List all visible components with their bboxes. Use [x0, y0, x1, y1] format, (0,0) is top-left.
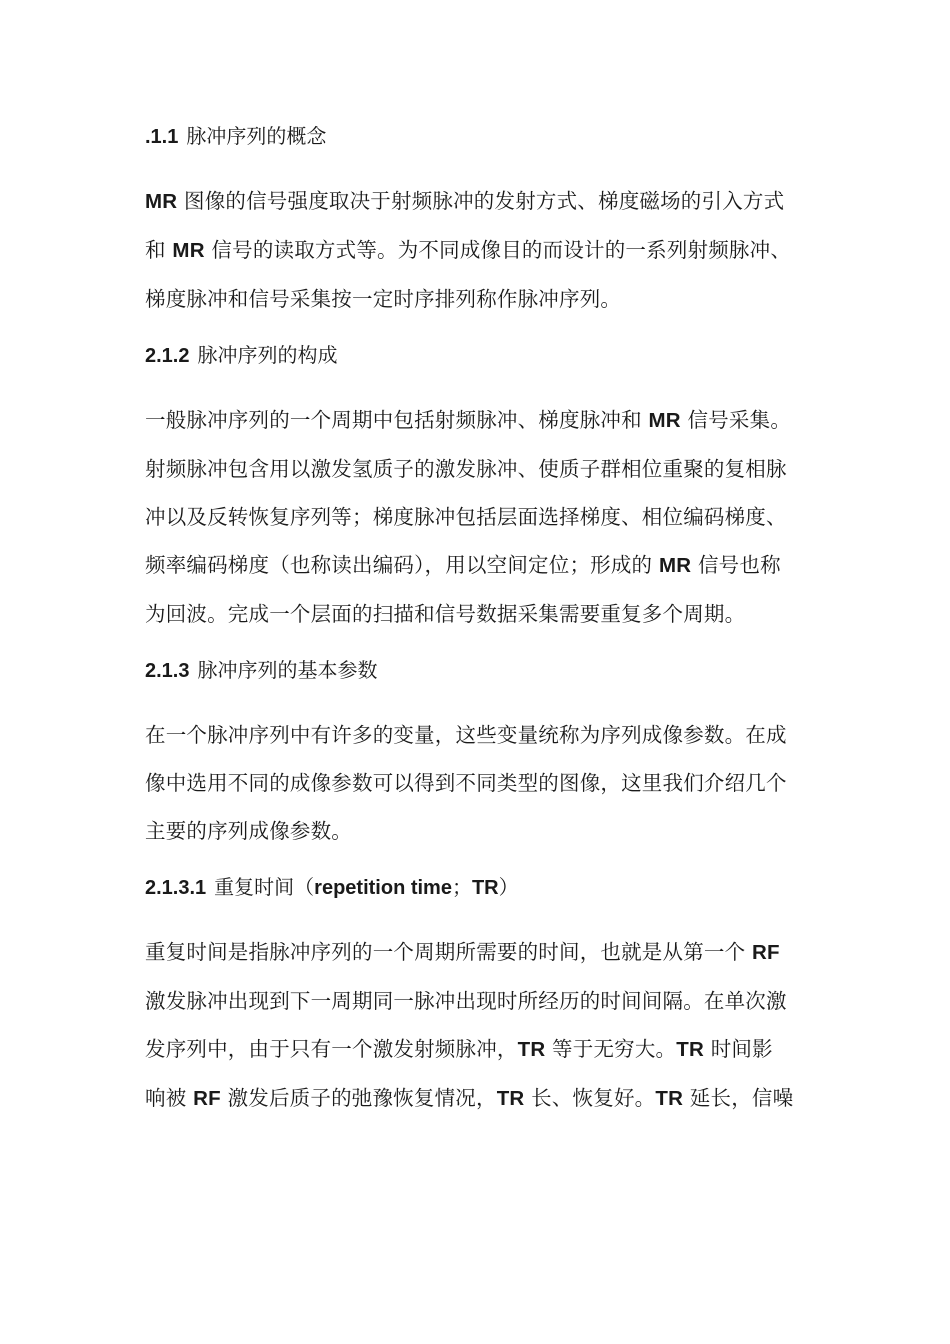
heading-title: 脉冲序列的构成: [197, 343, 338, 367]
heading-number: 2.1.2: [145, 345, 190, 367]
text-run: 冲以及反转恢复序列等；梯度脉冲包括层面选择梯度、相位编码梯度、: [145, 505, 787, 529]
text-run: 在一个脉冲序列中有许多的变量，这些变量统称为序列成像参数。在成: [145, 723, 787, 747]
heading-number: .1.1: [145, 126, 179, 148]
paragraph-repetition-time: [145, 928, 810, 1123]
heading-repetition-time: [145, 869, 810, 906]
text-run: ；: [451, 875, 472, 899]
text-line: [145, 445, 810, 493]
text-line: [145, 1074, 810, 1123]
text-line: [145, 807, 810, 855]
text-run: 重复时间是指脉冲序列的一个周期所需要的时间，也就是从第一个: [145, 940, 753, 964]
heading-title: [214, 875, 518, 899]
heading-number: 2.1.3: [145, 660, 190, 682]
heading-title: 脉冲序列的基本参数: [197, 658, 378, 682]
text-line: [145, 977, 810, 1025]
text-line: [145, 275, 810, 323]
text-line: [145, 759, 810, 807]
text-line: [145, 493, 810, 541]
latin-term: RF: [193, 1087, 221, 1110]
text-run: 图像的信号强度取决于射频脉冲的发射方式、梯度磁场的引入方式: [177, 189, 785, 213]
text-run: 信号也称: [691, 553, 781, 577]
latin-term: TR: [496, 1087, 525, 1110]
text-run: 一般脉冲序列的一个周期中包括射频脉冲、梯度脉冲和: [145, 408, 649, 432]
paragraph-composition: [145, 396, 810, 638]
text-line: [145, 541, 810, 590]
text-run: 延长，信噪: [683, 1086, 794, 1110]
latin-term: TR: [471, 877, 499, 899]
heading-pulse-sequence-composition: [145, 337, 810, 374]
latin-term: repetition time: [314, 877, 452, 899]
text-run: 激发脉冲出现到下一周期同一脉冲出现时所经历的时间间隔。在单次激: [145, 989, 787, 1013]
text-line: [145, 928, 810, 977]
text-line: [145, 711, 810, 759]
latin-term: TR: [655, 1087, 684, 1110]
latin-term: TR: [676, 1038, 704, 1061]
text-line: [145, 177, 810, 226]
text-line: [145, 590, 810, 638]
text-line: [145, 396, 810, 445]
text-run: 响被: [145, 1086, 194, 1110]
latin-term: RF: [752, 941, 780, 964]
text-run: 时间影: [704, 1037, 773, 1061]
text-run: 主要的序列成像参数。: [145, 819, 352, 843]
text-line: [145, 1025, 810, 1074]
text-run: 为回波。完成一个层面的扫描和信号数据采集需要重复多个周期。: [145, 602, 746, 626]
text-run: 激发后质子的弛豫恢复情况，: [220, 1086, 497, 1110]
text-line: [145, 226, 810, 275]
text-run: 等于无穷大。: [545, 1037, 677, 1061]
text-run: 长、恢复好。: [524, 1086, 656, 1110]
text-run: 射频脉冲包含用以激发氢质子的激发脉冲、使质子群相位重聚的复相脉: [145, 457, 787, 481]
paragraph-parameters: [145, 711, 810, 855]
heading-number: 2.1.3.1: [145, 877, 207, 899]
latin-term: TR: [517, 1038, 546, 1061]
text-run: 重复时间（: [214, 875, 315, 899]
latin-term: MR: [172, 239, 205, 262]
latin-term: MR: [145, 190, 178, 213]
latin-term: MR: [648, 409, 681, 432]
text-run: 发序列中，由于只有一个激发射频脉冲，: [145, 1037, 518, 1061]
heading-title: 脉冲序列的概念: [186, 124, 327, 148]
text-run: 和: [145, 238, 173, 262]
text-run: ）: [498, 875, 519, 899]
text-run: 像中选用不同的成像参数可以得到不同类型的图像，这里我们介绍几个: [145, 771, 787, 795]
heading-pulse-sequence-concept: [145, 118, 810, 155]
text-run: 信号采集。: [680, 408, 792, 432]
paragraph-concept: [145, 177, 810, 323]
document-page: [145, 118, 810, 1137]
text-run: 梯度脉冲和信号采集按一定时序排列称作脉冲序列。: [145, 287, 622, 311]
latin-term: MR: [658, 554, 692, 577]
text-run: 频率编码梯度（也称读出编码），用以空间定位；形成的: [145, 553, 659, 577]
text-run: 信号的读取方式等。为不同成像目的而设计的一系列射频脉冲、: [204, 238, 792, 262]
heading-basic-parameters: [145, 652, 810, 689]
